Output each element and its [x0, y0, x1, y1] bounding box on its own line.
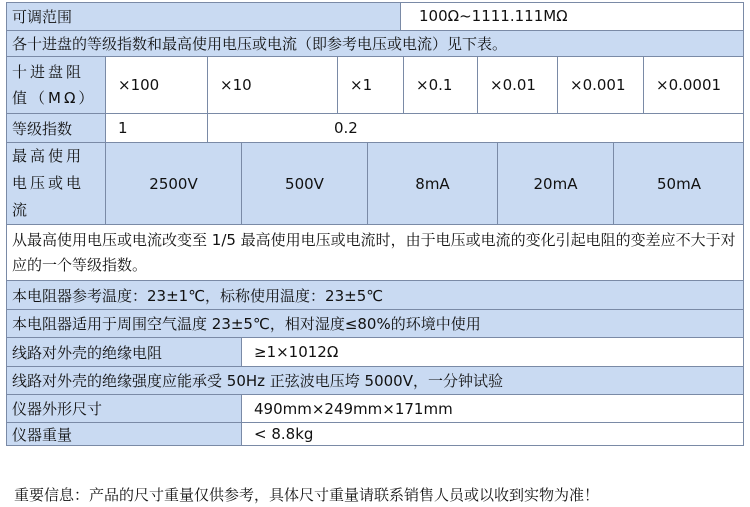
dimensions-label: 仪器外形尺寸 — [6, 395, 242, 422]
weight-value: < 8.8kg — [242, 423, 744, 445]
intro-text: 各十进盘的等级指数和最高使用电压或电流（即参考电压或电流）见下表。 — [6, 31, 744, 56]
max-row — [6, 143, 744, 224]
max-value-4: 20mA — [498, 143, 614, 224]
max-value-1: 2500V — [106, 143, 242, 224]
dial-value-1: ×100 — [106, 57, 208, 113]
class-value-b: 0.2 — [208, 114, 744, 142]
change-note: 从最高使用电压或电流改变至 1/5 最高使用电压或电流时，由于电压或电流的变化引起电阻的变差应不大于对应的一个等级指数。 — [6, 225, 744, 280]
insulation-row — [6, 338, 744, 366]
change-row — [6, 225, 744, 280]
table-border-top — [6, 2, 744, 3]
dial-value-7: ×0.0001 — [644, 57, 744, 113]
ref-temp-row — [6, 281, 744, 309]
dimensions-row — [6, 395, 744, 422]
range-value: 100Ω~1111.111MΩ — [401, 2, 744, 30]
dial-value-6: ×0.001 — [558, 57, 644, 113]
table-border-bottom — [6, 445, 744, 446]
table-border-left — [6, 2, 7, 445]
ref-temp-text: 本电阻器参考温度：23±1℃，标称使用温度：23±5℃ — [6, 281, 744, 309]
max-value-2: 500V — [242, 143, 368, 224]
class-row — [6, 114, 744, 142]
footer-note: 重要信息：产品的尺寸重量仅供参考，具体尺寸重量请联系销售人员或以收到实物为准！ — [14, 486, 600, 504]
dimensions-value: 490mm×249mm×171mm — [242, 395, 744, 422]
dial-value-4: ×0.1 — [404, 57, 478, 113]
dial-label: 十进盘阻值（MΩ） — [6, 57, 106, 113]
max-label: 最高使用电压或电流 — [6, 143, 106, 224]
table-border-right — [743, 2, 744, 445]
class-label: 等级指数 — [6, 114, 106, 142]
env-row — [6, 310, 744, 337]
dial-value-2: ×10 — [208, 57, 338, 113]
max-value-3: 8mA — [368, 143, 498, 224]
weight-row — [6, 423, 744, 445]
weight-label: 仪器重量 — [6, 423, 242, 445]
env-text: 本电阻器适用于周围空气温度 23±5℃，相对湿度≤80%的环境中使用 — [6, 310, 744, 337]
max-value-5: 50mA — [614, 143, 744, 224]
strength-row — [6, 367, 744, 394]
dial-value-3: ×1 — [338, 57, 404, 113]
dial-value-5: ×0.01 — [478, 57, 558, 113]
class-value-a: 1 — [106, 114, 208, 142]
insulation-value: ≥1×1012Ω — [242, 338, 744, 366]
range-row — [6, 2, 744, 30]
intro-row — [6, 31, 744, 56]
insulation-label: 线路对外壳的绝缘电阻 — [6, 338, 242, 366]
strength-text: 线路对外壳的绝缘强度应能承受 50Hz 正弦波电压垮 5000V，一分钟试验 — [6, 367, 744, 394]
range-label: 可调范围 — [6, 2, 401, 30]
dial-row — [6, 57, 744, 113]
